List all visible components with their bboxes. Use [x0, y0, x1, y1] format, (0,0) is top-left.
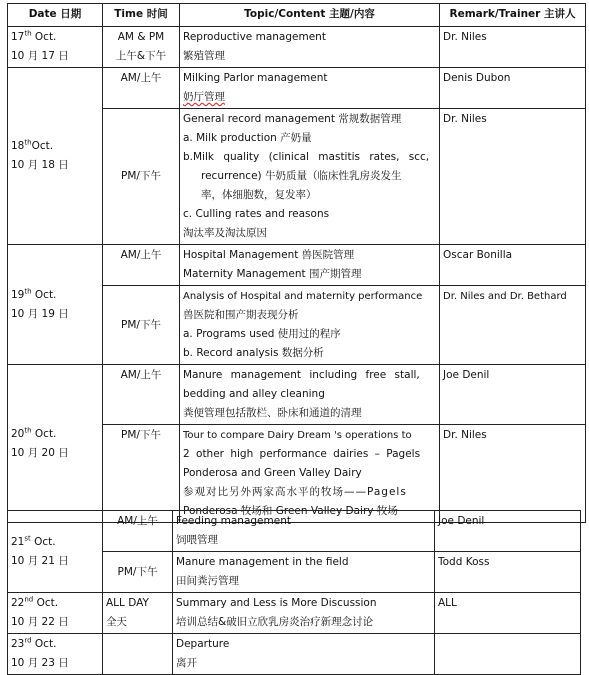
time-cell: PM/下午	[103, 552, 173, 593]
time-cell	[103, 27, 180, 68]
topic-line: Reproductive management	[183, 31, 326, 43]
table-row	[8, 634, 581, 675]
topic-line: 繁殖管理	[183, 50, 225, 62]
date-month: Oct.	[31, 288, 57, 301]
date-month: Oct.	[31, 31, 57, 43]
date-day: 22	[11, 597, 25, 609]
header-topic: Topic/Content 主题/内容	[180, 4, 440, 27]
topic-line: Summary and Less is More Discussion	[176, 597, 377, 609]
table-row	[8, 365, 586, 425]
topic-line: Tour to compare Dairy Dream 's operations to	[183, 430, 412, 441]
topic-cell	[173, 511, 435, 552]
date-cell	[8, 27, 103, 68]
topic-line: c. Culling rates and reasons	[183, 208, 330, 220]
header-row	[8, 4, 586, 27]
topic-line: 离开	[176, 657, 197, 669]
trainer-cell: Todd Koss	[435, 552, 581, 593]
date-cell	[8, 365, 103, 523]
trainer-cell: ALL	[435, 593, 581, 634]
date-day: 23	[11, 638, 25, 650]
topic-line: 参观对比另外两家高水平的牧场——Pagels	[183, 486, 407, 498]
topic-cell	[173, 634, 435, 675]
topic-cell	[180, 27, 440, 68]
topic-cell	[180, 109, 440, 245]
date-suffix: th	[24, 287, 32, 295]
table-row	[8, 27, 586, 68]
date-suffix: th	[24, 426, 32, 434]
time-en: ALL DAY	[106, 597, 149, 609]
date-cell	[8, 634, 103, 675]
topic-line: 田间粪污管理	[176, 575, 239, 587]
date-day: 21	[11, 535, 25, 548]
topic-line: Maternity Management 围产期管理	[183, 268, 362, 280]
topic-line: Milking Parlor management	[183, 72, 328, 84]
trainer-cell: Denis Dubon	[440, 68, 586, 109]
time-cell	[103, 593, 173, 634]
topic-line: Manure management including free stall,	[183, 369, 420, 381]
date-suffix: st	[24, 534, 31, 542]
schedule-table-main	[7, 3, 586, 523]
date-suffix: th	[24, 29, 32, 38]
topic-line: 粪便管理包括散栏、卧床和通道的清理	[183, 407, 362, 419]
trainer-cell: Joe Denil	[440, 365, 586, 425]
header-time: Time 时间	[103, 4, 180, 27]
schedule-table-continued	[7, 510, 581, 675]
topic-cell	[180, 365, 440, 425]
trainer-cell: Dr. Niles and Dr. Bethard	[440, 286, 586, 365]
topic-line: 兽医院和围产期表现分析	[183, 309, 299, 321]
header-date: Date 日期	[8, 4, 103, 27]
date-day: 17	[11, 31, 25, 43]
topic-line: 培训总结&破旧立欣乳房炎治疗新理念讨论	[176, 616, 374, 628]
topic-line: 饲喂管理	[176, 534, 218, 546]
date-cn: 10 月 19 日	[11, 307, 69, 320]
date-cell	[8, 68, 103, 245]
date-month: Oct.	[30, 535, 56, 548]
topic-line: bedding and alley cleaning	[183, 388, 325, 400]
trainer-cell: Oscar Bonilla	[440, 245, 586, 286]
trainer-cell: Dr. Niles	[440, 27, 586, 68]
trainer-cell: Joe Denil	[435, 511, 581, 552]
date-cn: 10 月 23 日	[11, 657, 69, 669]
date-day: 20	[11, 427, 25, 440]
topic-line: Ponderosa and Green Valley Dairy	[183, 467, 362, 479]
topic-cell	[180, 68, 440, 109]
time-cn: 全天	[106, 616, 127, 628]
topic-line: recurrence) 牛奶质量（临床性乳房炎发生	[201, 170, 402, 182]
topic-line: Feeding management	[176, 515, 291, 527]
topic-line: 淘汰率及淘汰原因	[183, 227, 267, 239]
topic-line: Analysis of Hospital and maternity performance	[183, 291, 423, 302]
topic-line: General record management 常规数据管理	[183, 113, 402, 125]
topic-line: b. Record analysis 数据分析	[183, 347, 324, 359]
topic-cell	[180, 245, 440, 286]
topic-line: Departure	[176, 638, 230, 650]
date-day: 19	[11, 288, 25, 301]
topic-cell	[173, 593, 435, 634]
topic-line: 奶厅管理	[183, 91, 225, 103]
date-month: Oct.	[31, 427, 57, 440]
date-cn: 10 月 18 日	[11, 159, 69, 171]
date-cell	[8, 245, 103, 365]
time-cell: PM/下午	[103, 109, 180, 245]
header-remark: Remark/Trainer 主讲人	[440, 4, 586, 27]
topic-cell	[180, 286, 440, 365]
trainer-cell: Dr. Niles	[440, 425, 586, 523]
date-cell	[8, 593, 103, 634]
time-en: AM & PM	[117, 31, 165, 43]
topic-line: a. Milk production 产奶量	[183, 132, 312, 144]
topic-cell	[180, 425, 440, 523]
date-suffix: th	[24, 138, 32, 147]
date-month: Oct.	[31, 638, 57, 650]
trainer-cell: Dr. Niles	[440, 109, 586, 245]
time-cell: AM/上午	[103, 245, 180, 286]
topic-line: 2 other high performance dairies – Pagels	[183, 448, 421, 460]
time-cell: PM/下午	[103, 286, 180, 365]
table-row	[8, 511, 581, 552]
topic-line: a. Programs used 使用过的程序	[183, 328, 341, 340]
date-month: Oct.	[31, 140, 54, 152]
date-suffix: rd	[24, 636, 32, 645]
table-row	[8, 245, 586, 286]
time-cell	[103, 634, 173, 675]
table-row	[8, 593, 581, 634]
time-cell: AM/上午	[103, 511, 173, 552]
topic-line: b.Milk quality (clinical mastitis rates, scc,	[183, 151, 430, 163]
date-cn: 10 月 20 日	[11, 446, 69, 459]
date-cn: 10 月 17 日	[11, 50, 69, 62]
topic-line: Hospital Management 兽医院管理	[183, 249, 355, 261]
date-cn: 10 月 22 日	[11, 616, 69, 628]
date-suffix: nd	[24, 595, 34, 604]
date-cn: 10 月 21 日	[11, 554, 69, 567]
table-row	[8, 68, 586, 109]
date-day: 18	[11, 140, 25, 152]
trainer-cell	[435, 634, 581, 675]
date-cell	[8, 511, 103, 593]
time-cell: AM/上午	[103, 68, 180, 109]
topic-line: Ponderosa 牧场和 Green Valley Dairy 牧场	[183, 505, 398, 517]
time-cell: PM/下午	[103, 425, 180, 523]
time-cell: AM/上午	[103, 365, 180, 425]
date-month: Oct.	[33, 597, 59, 609]
topic-cell	[173, 552, 435, 593]
time-cn: 上午&下午	[115, 50, 167, 62]
topic-line: Manure management in the field	[176, 556, 349, 568]
topic-line: 率，体细胞数，复发率）	[201, 189, 317, 201]
